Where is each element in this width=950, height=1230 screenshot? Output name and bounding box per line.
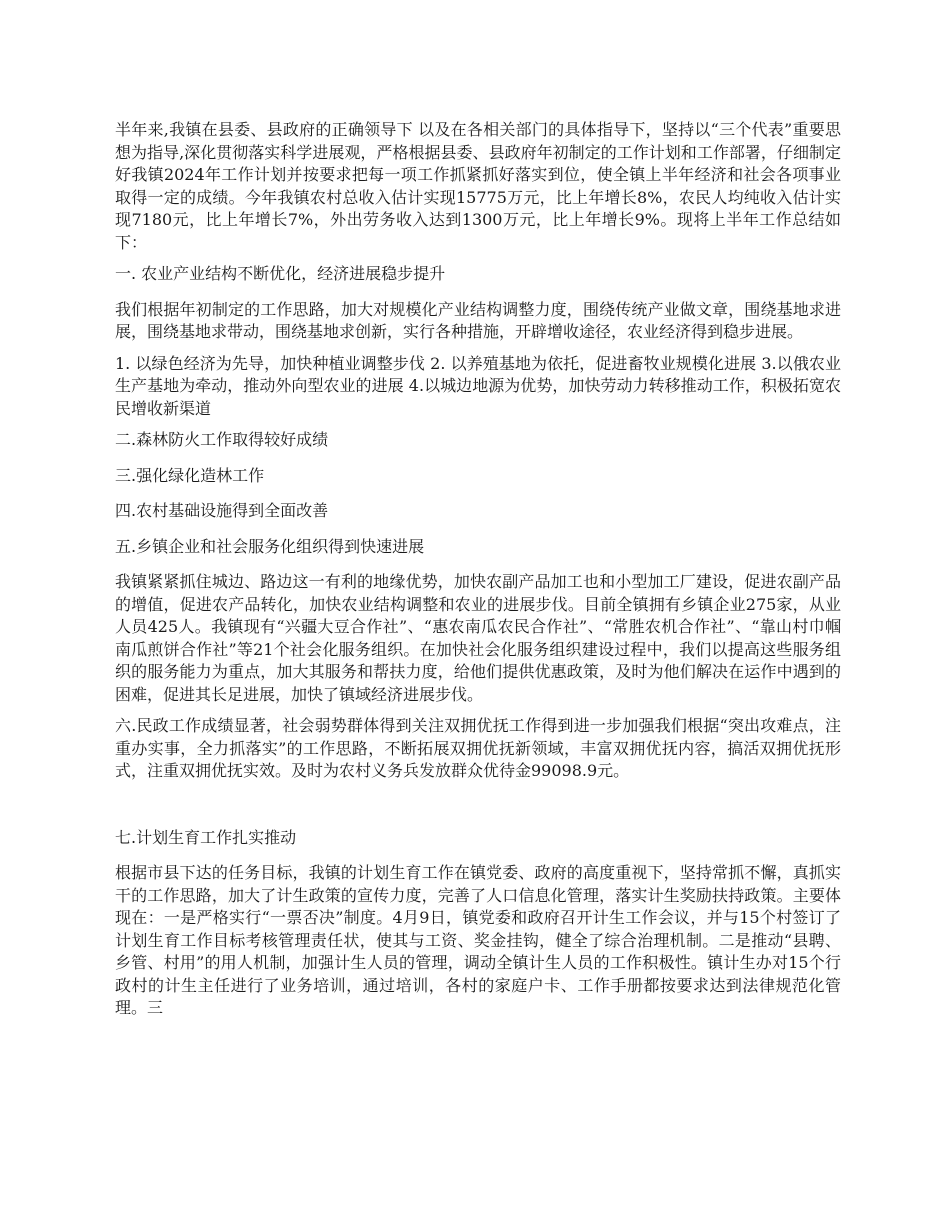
section-5-heading: 五.乡镇企业和社会服务化组织得到快速进展 bbox=[115, 536, 425, 556]
document-page bbox=[115, 119, 841, 1029]
section-5-paragraph: 我镇紧紧抓住城边、路边这一有利的地缘优势，加快农副产品加工也和小型加工厂建设，促进农副产品的增值，促进农产品转化，加快农业结构调整和农业的进展步伐。目前全镇拥有乡镇企业275家，从业人员425人。我镇现有“兴疆大豆合作社”、“惠农南瓜农民合作社”、“常胜农机合作社”、“靠山村巾帼南瓜煎饼合作社”等21个社会化服务组织。在加快社会化服务组织建设过程中，我们以提高这些服务组织的服务能力为重点，加大其服务和帮扶力度，给他们提供优惠政策，及时为他们解决在运作中遇到的困难，促进其长足进展，加快了镇域经济进展步伐。 bbox=[115, 572, 841, 704]
section-2-heading: 二.森林防火工作取得较好成绩 bbox=[115, 430, 329, 449]
section-6-paragraph: 六.民政工作成绩显著，社会弱势群体得到关注双拥优抚工作得到进一步加强我们根据“突出攻难点，注重办实事，全力抓落实”的工作思路，不断拓展双拥优抚新领域，丰富双拥优抚内容，搞活双拥优抚形式，注重双拥优抚实效。及时为农村义务兵发放群众优待金99098.9元。 bbox=[115, 716, 841, 780]
section-1-heading: 一. 农业产业结构不断优化，经济进展稳步提升 bbox=[115, 264, 446, 283]
section-1-paragraph: 我们根据年初制定的工作思路，加大对规模化产业结构调整力度，围绕传统产业做文章，围绕基地求进展，围绕基地求带动，围绕基地求创新，实行各种措施，开辟增收途径，农业经济得到稳步进展。 bbox=[115, 299, 841, 341]
section-4-heading: 四.农村基础设施得到全面改善 bbox=[115, 501, 329, 520]
section-7-heading: 七.计划生育工作扎实推动 bbox=[115, 827, 297, 847]
section-1-points: 1. 以绿色经济为先导，加快种植业调整步伐 2. 以养殖基地为依托，促进畜牧业规模化进展 3.以俄农业生产基地为牵动，推动外向型农业的进展 4.以城边地源为优势，加快劳动力转移推动工作，积极拓宽农民增收新渠道 bbox=[115, 353, 841, 418]
section-3-heading: 三.强化绿化造林工作 bbox=[115, 465, 265, 485]
section-7-paragraph: 根据市县下达的任务目标，我镇的计划生育工作在镇党委、政府的高度重视下，坚持常抓不懈，真抓实干的工作思路，加大了计生政策的宣传力度，完善了人口信息化管理，落实计生奖励扶持政策。主要体现在：一是严格实行“一票否决”制度。4月9日，镇党委和政府召开计生工作会议，并与15个村签订了计划生育工作目标考核管理责任状，使其与工资、奖金挂钩，健全了综合治理机制。二是推动“县聘、乡管、村用”的用人机制，加强计生人员的管理，调动全镇计生人员的工作积极性。镇计生办对15个行政村的计生主任进行了业务培训，通过培训，各村的家庭户卡、工作手册都按要求达到法律规范化管理。三 bbox=[115, 863, 841, 1017]
intro-paragraph: 半年来,我镇在县委、县政府的正确领导下 以及在各相关部门的具体指导下，坚持以“三个代表”重要思想为指导,深化贯彻落实科学进展观，严格根据县委、县政府年初制定的工作计划和工作部署，仔细制定好我镇2024年工作计划并按要求把每一项工作抓紧抓好落实到位，使全镇上半年经济和社会各项事业取得一定的成绩。今年我镇农村总收入估计实现15775万元，比上年增长8%，农民人均纯收入估计实现7180元，比上年增长7%，外出劳务收入达到1300万元，比上年增长9%。现将上半年工作总结如下： bbox=[115, 120, 841, 252]
section-spacer bbox=[115, 792, 841, 827]
